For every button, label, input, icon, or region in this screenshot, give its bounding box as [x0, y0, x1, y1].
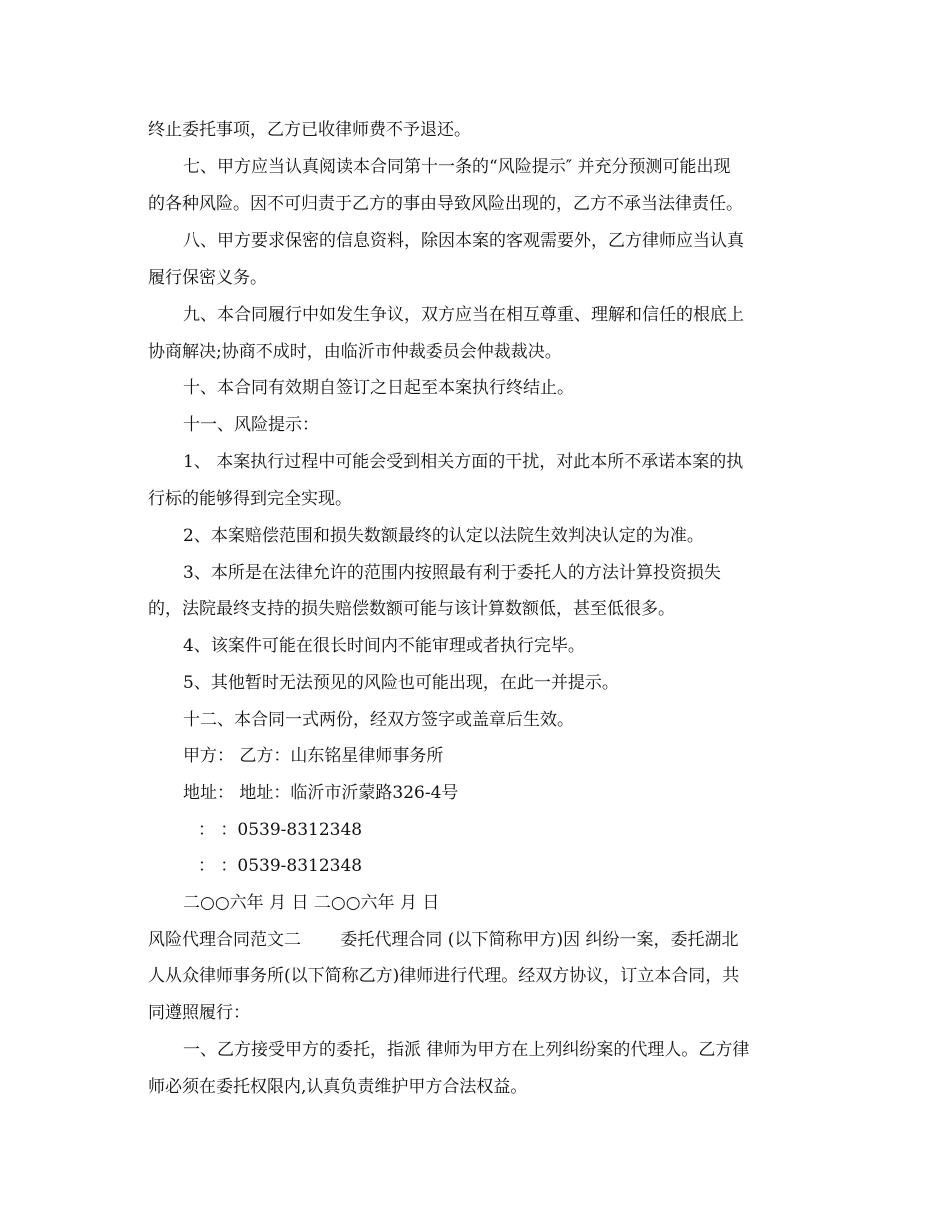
- text-line-11: 行标的能够得到完全实现。: [148, 489, 352, 509]
- text-line-14: 的，法院最终支持的损失赔偿数额可能与该计算数额低，甚至低很多。: [148, 599, 675, 619]
- text-line-16: 5、其他暂时无法预见的风险也可能出现，在此一并提示。: [183, 673, 619, 693]
- text-line-18: 甲方： 乙方：山东铭星律师事务所: [183, 746, 444, 766]
- text-line-23: 风险代理合同范文二 委托代理合同 (以下简称甲方)因 纠纷一案，委托湖北: [148, 930, 739, 950]
- text-line-4: 八、甲方要求保密的信息资料，除因本案的客观需要外，乙方律师应当认真: [183, 231, 744, 251]
- text-line-10: 1、 本案执行过程中可能会受到相关方面的干扰，对此本所不承诺本案的执: [183, 452, 744, 472]
- text-line-5: 履行保密义务。: [148, 268, 267, 288]
- text-line-20: ： ：0539-8312348: [198, 820, 363, 840]
- text-line-26: 一、乙方接受甲方的委托，指派 律师为甲方在上列纠纷案的代理人。乙方律: [183, 1040, 750, 1060]
- text-line-17: 十二、本合同一式两份，经双方签字或盖章后生效。: [183, 710, 574, 730]
- text-line-24: 人从众律师事务所(以下简称乙方)律师进行代理。经双方协议，订立本合同，共: [148, 966, 740, 986]
- text-line-9: 十一、风险提示：: [183, 415, 319, 435]
- text-line-7: 协商解决;协商不成时，由临沂市仲裁委员会仲裁裁决。: [148, 342, 562, 362]
- text-line-6: 九、本合同履行中如发生争议，双方应当在相互尊重、理解和信任的根底上: [183, 305, 744, 325]
- text-line-1: 终止委托事项，乙方已收律师费不予退还。: [148, 120, 471, 140]
- text-line-19: 地址： 地址：临沂市沂蒙路326-4号: [183, 783, 459, 803]
- text-line-3: 的各种风险。因不可归责于乙方的事由导致风险出现的，乙方不承当法律责任。: [148, 194, 743, 214]
- text-line-27: 师必须在委托权限内,认真负责维护甲方合法权益。: [148, 1077, 528, 1097]
- text-line-15: 4、该案件可能在很长时间内不能审理或者执行完毕。: [183, 636, 585, 656]
- text-line-25: 同遵照履行：: [148, 1003, 250, 1023]
- text-line-2: 七、甲方应当认真阅读本合同第十一条的“风险提示″ 并充分预测可能出现: [183, 157, 731, 177]
- text-line-21: ： ：0539-8312348: [198, 856, 363, 876]
- text-line-13: 3、本所是在法律允许的范围内按照最有利于委托人的方法计算投资损失: [183, 563, 721, 583]
- text-line-12: 2、本案赔偿范围和损失数额最终的认定以法院生效判决认定的为准。: [183, 526, 704, 546]
- text-line-22: 二○○六年 月 日 二○○六年 月 日: [183, 893, 440, 913]
- text-line-8: 十、本合同有效期自签订之日起至本案执行终结止。: [183, 378, 574, 398]
